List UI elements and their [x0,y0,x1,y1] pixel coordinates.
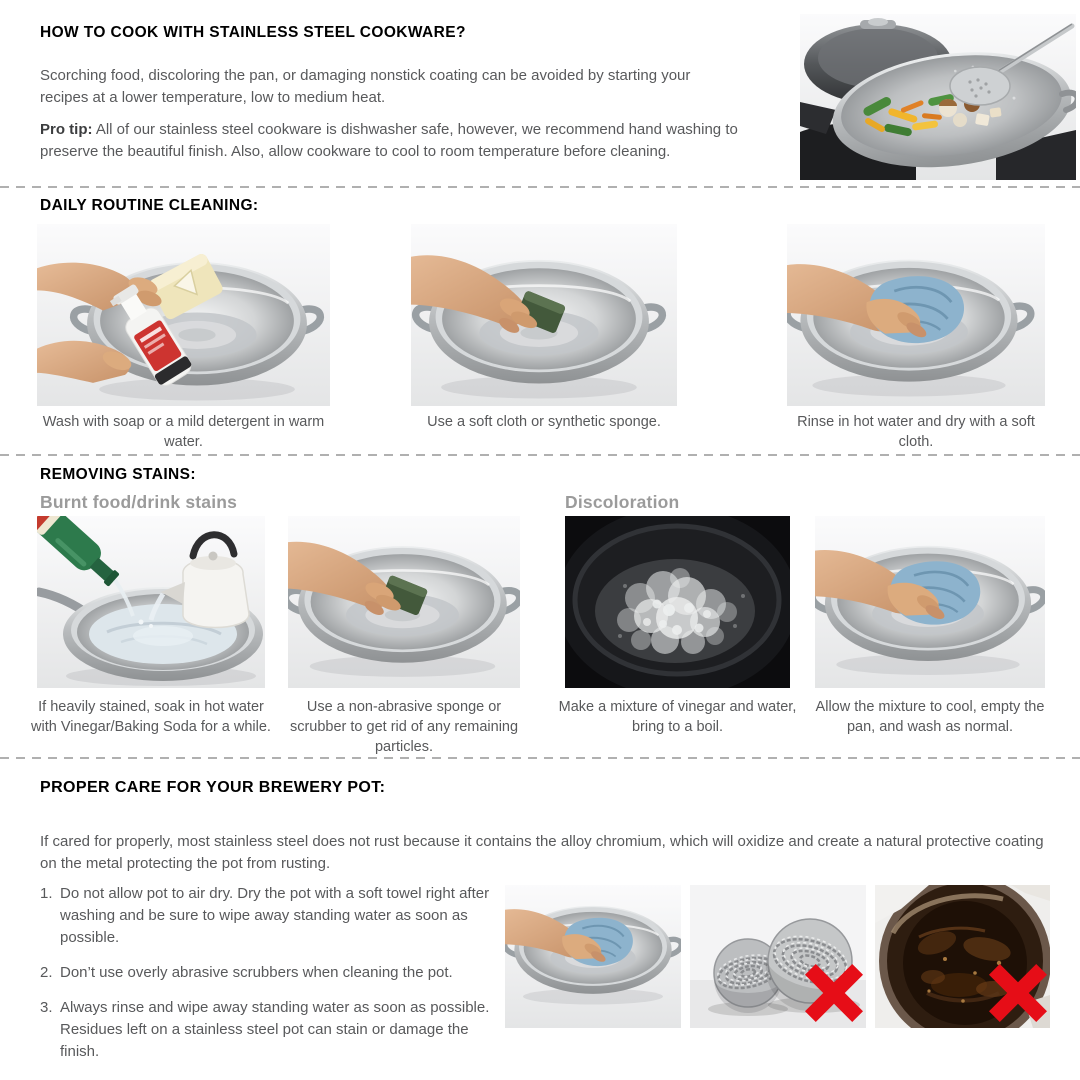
list-item-number: 3. [40,999,53,1016]
cloth-dry-illustration [787,224,1045,406]
photo-wash-with-soap [37,224,330,406]
boiling-water-illustration [565,516,790,688]
cook-pro-tip [40,119,740,163]
stain-step-caption: If heavily stained, soak in hot water with Vinegar/Baking Soda for a while. [31,699,271,735]
photo-boiling-mixture [565,516,790,688]
dashed-divider [0,757,1080,759]
dashed-divider [0,454,1080,456]
stains-section-title: REMOVING STAINS: [40,466,196,483]
list-item-text: Do not allow pot to air dry. Dry the pot with a soft towel right after washing and be sure to wipe away standing water as soon as possible. [60,885,490,946]
soap-and-sponge-illustration [37,224,330,406]
pro-tip-label: Pro tip: [40,121,93,138]
daily-step-caption: Rinse in hot water and dry with a soft cloth. [797,414,1035,450]
care-list-item [40,997,492,1063]
photo-dry-with-towel [505,885,681,1028]
sponge-wipe-illustration [411,224,677,406]
stain-step-caption: Use a non-abrasive sponge or scrubber to get rid of any remaining particles. [289,699,519,755]
list-item-text: Don’t use overly abrasive scrubbers when cleaning the pot. [60,964,453,981]
pro-tip-text: All of our stainless steel cookware is dishwasher safe, however, we recommend hand washing to preserve the beautiful finish. Also, allow cookware to cool to room temperature before cleaning. [40,121,738,160]
photo-steel-wool-prohibited [690,885,866,1028]
pouring-illustration [37,516,265,688]
photo-soft-sponge-wipe [411,224,677,406]
prohibited-x-icon [805,964,863,1022]
care-section-title: PROPER CARE FOR YOUR BREWERY POT: [40,779,386,796]
cook-paragraph: Scorching food, discoloring the pan, or damaging nonstick coating can be avoided by starting your recipes at a lower temperature, low to medium heat. [40,67,691,106]
photo-empty-and-wash [815,516,1045,688]
burnt-stains-subheading: Burnt food/drink stains [40,492,238,512]
list-item-text: Always rinse and wipe away standing water as soon as possible. Residues left on a stainless steel pot can stain or damage the finish. [60,999,490,1060]
daily-section-title: DAILY ROUTINE CLEANING: [40,197,259,214]
stain-step-caption: Allow the mixture to cool, empty the pan, and wash as normal. [815,699,1045,735]
care-instructions-list [40,883,492,1076]
photo-rinse-and-dry [787,224,1045,406]
discoloration-subheading: Discoloration [565,492,680,512]
dashed-divider [0,186,1080,188]
cook-section-title: HOW TO COOK WITH STAINLESS STEEL COOKWARE? [40,24,466,41]
care-list-item [40,883,492,949]
list-item-number: 1. [40,885,53,902]
sponge-scrub-illustration [288,516,520,688]
photo-nonabrasive-scrub [288,516,520,688]
towel-dry-illustration [505,885,681,1028]
prohibited-x-icon [989,964,1047,1022]
photo-burnt-pot-prohibited [875,885,1050,1028]
cloth-wipe-illustration [815,516,1045,688]
care-intro-paragraph: If cared for properly, most stainless steel does not rust because it contains the alloy chromium, which will oxidize and create a natural protective coating on the metal protecting the pot from rusting. [40,833,1044,872]
care-list-item [40,962,492,984]
list-item-number: 2. [40,964,53,981]
wok-stir-fry-illustration [800,14,1076,180]
daily-step-caption: Use a soft cloth or synthetic sponge. [427,414,661,430]
photo-wok-stir-fry [800,14,1076,180]
photo-soak-vinegar-hot-water [37,516,265,688]
daily-step-caption: Wash with soap or a mild detergent in warm water. [42,414,325,450]
stain-step-caption: Make a mixture of vinegar and water, bring to a boil. [558,699,797,735]
